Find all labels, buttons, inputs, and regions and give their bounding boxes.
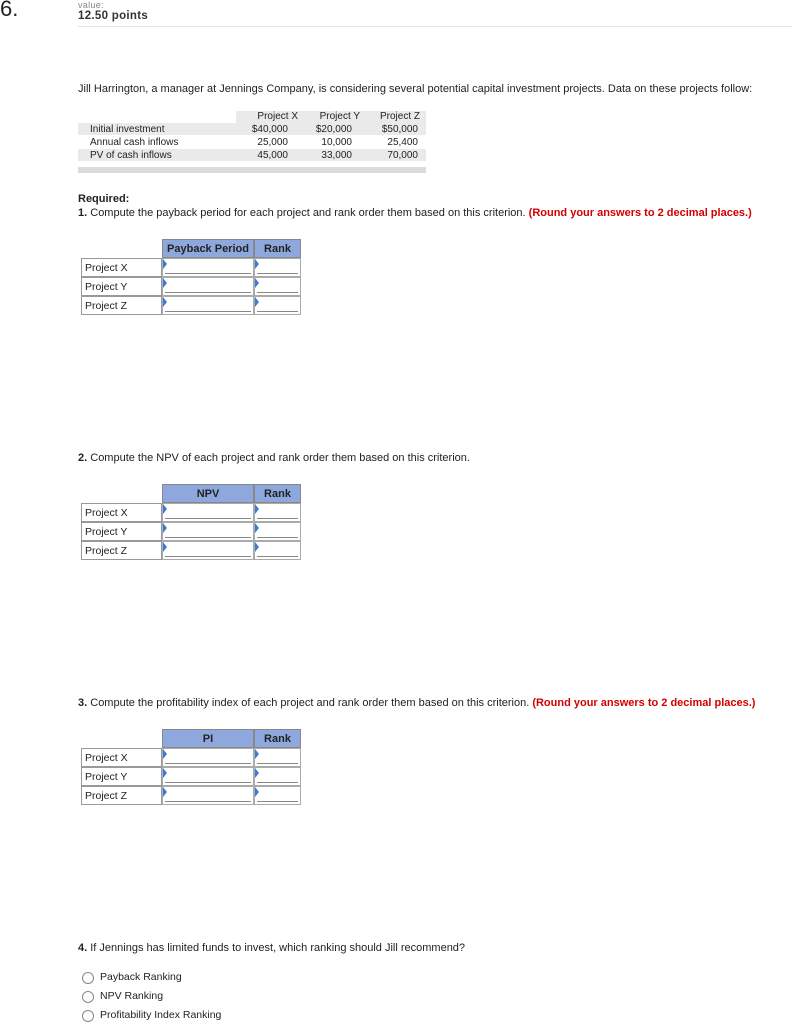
col-header-project-y: Project Y <box>319 111 360 122</box>
col-header-project-z: Project Z <box>379 111 420 122</box>
q4-text: If Jennings has limited funds to invest, which ranking should Jill recommend? <box>87 942 466 954</box>
q3-pi-input-y[interactable] <box>162 767 254 786</box>
q1-payback-input-z[interactable] <box>162 296 254 315</box>
cell-y-annual: 10,000 <box>321 137 352 148</box>
q2-row-label: Project Z <box>81 541 162 560</box>
q3-row-label: Project Y <box>81 767 162 786</box>
q1-rank-input-x[interactable] <box>254 258 301 277</box>
q2-text: Compute the NPV of each project and rank order them based on this criterion. <box>87 452 470 464</box>
q3-rank-input-y[interactable] <box>254 767 301 786</box>
q3-rank-input-x[interactable] <box>254 748 301 767</box>
q1-row-label: Project Y <box>81 277 162 296</box>
q3-pi-input-x[interactable] <box>162 748 254 767</box>
required-heading: Required: <box>78 193 130 205</box>
q1-number: 1. <box>78 207 88 219</box>
cell-z-annual: 25,400 <box>387 137 418 148</box>
radio-label: Payback Ranking <box>100 971 182 983</box>
q2-npv-input-x[interactable] <box>162 503 254 522</box>
q3-row-label: Project X <box>81 748 162 767</box>
row-label-annual-inflows: Annual cash inflows <box>90 137 179 148</box>
q3-rank-input-z[interactable] <box>254 786 301 805</box>
q3-col-rank: Rank <box>254 729 301 748</box>
q3-col-pi: PI <box>162 729 254 748</box>
q1-col-rank: Rank <box>254 239 301 258</box>
intro-text: Jill Harrington, a manager at Jennings Company, is considering several potential capital investment projects. Data on these projects follow: <box>78 83 753 95</box>
q4-prompt <box>78 942 465 954</box>
q2-prompt <box>78 452 470 464</box>
radio-circle-icon[interactable] <box>82 1010 94 1022</box>
q3-text: Compute the profitability index of each project and rank order them based on this criterion. <box>87 697 533 709</box>
q1-text: Compute the payback period for each project and rank order them based on this criterion. <box>87 207 529 219</box>
q3-row-label: Project Z <box>81 786 162 805</box>
q1-row-label: Project Z <box>81 296 162 315</box>
cell-z-pv: 70,000 <box>387 150 418 161</box>
q1-col-payback: Payback Period <box>162 239 254 258</box>
cell-x-initial: $40,000 <box>251 124 288 135</box>
cell-y-pv: 33,000 <box>321 150 352 161</box>
q2-npv-input-y[interactable] <box>162 522 254 541</box>
radio-circle-icon[interactable] <box>82 972 94 984</box>
q1-payback-input-x[interactable] <box>162 258 254 277</box>
q1-note: (Round your answers to 2 decimal places.) <box>528 207 752 219</box>
q1-row-label: Project X <box>81 258 162 277</box>
q2-rank-input-y[interactable] <box>254 522 301 541</box>
q2-row-label: Project Y <box>81 522 162 541</box>
cell-x-annual: 25,000 <box>257 137 288 148</box>
q3-note: (Round your answers to 2 decimal places.) <box>532 697 756 709</box>
q4-number: 4. <box>78 942 88 954</box>
cell-y-initial: $20,000 <box>315 124 352 135</box>
value-label: value: <box>78 0 104 10</box>
row-label-initial-investment: Initial investment <box>90 124 165 135</box>
col-header-project-x: Project X <box>257 111 298 122</box>
data-table-footer-bar <box>78 167 426 173</box>
q1-payback-input-y[interactable] <box>162 277 254 296</box>
radio-label: NPV Ranking <box>100 990 164 1002</box>
q2-rank-input-x[interactable] <box>254 503 301 522</box>
q2-number: 2. <box>78 452 88 464</box>
radio-label: Profitability Index Ranking <box>100 1009 222 1021</box>
points-label: 12.50 points <box>78 10 149 22</box>
q2-npv-input-z[interactable] <box>162 541 254 560</box>
q1-rank-input-z[interactable] <box>254 296 301 315</box>
q3-number: 3. <box>78 697 88 709</box>
q2-rank-input-z[interactable] <box>254 541 301 560</box>
cell-z-initial: $50,000 <box>381 124 418 135</box>
cell-x-pv: 45,000 <box>257 150 288 161</box>
question-number: 6. <box>0 0 19 21</box>
q1-prompt <box>78 207 752 219</box>
q2-col-npv: NPV <box>162 484 254 503</box>
radio-circle-icon[interactable] <box>82 991 94 1003</box>
q1-rank-input-y[interactable] <box>254 277 301 296</box>
q3-prompt <box>78 697 755 709</box>
q3-pi-input-z[interactable] <box>162 786 254 805</box>
divider <box>78 26 792 27</box>
q2-row-label: Project X <box>81 503 162 522</box>
row-label-pv-inflows: PV of cash inflows <box>90 150 172 161</box>
q2-col-rank: Rank <box>254 484 301 503</box>
